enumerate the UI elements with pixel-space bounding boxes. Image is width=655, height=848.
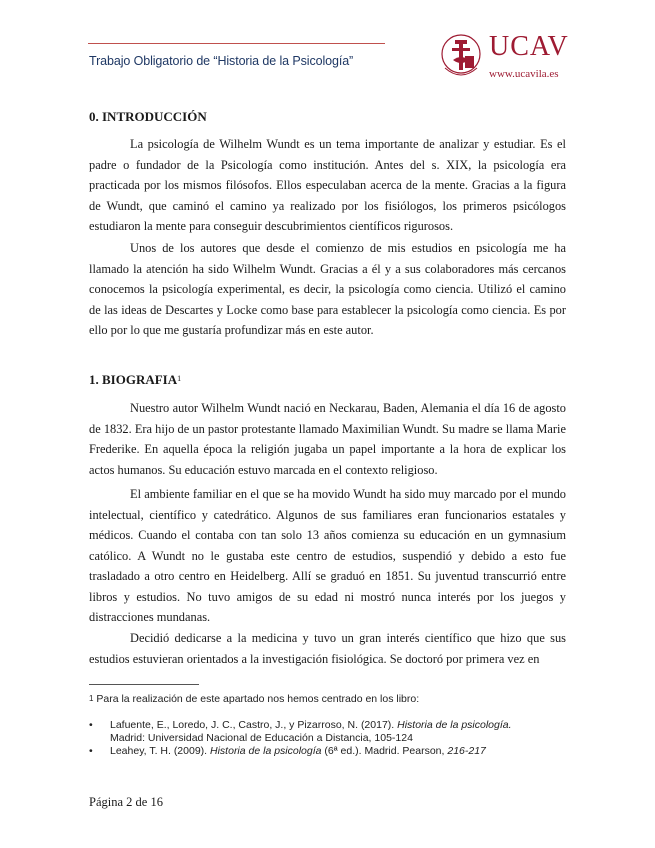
- biography-heading: [89, 371, 181, 389]
- university-seal-icon: [441, 30, 485, 82]
- ref1-authors: Lafuente, E., Loredo, J. C., Castro, J., y Pizarroso, N. (2017).: [110, 719, 398, 731]
- footnote-reference-1: [110, 719, 570, 745]
- page-number: Página 2 de 16: [89, 795, 163, 809]
- footnote-reference-mark: 1: [177, 374, 182, 383]
- document-header-title: Trabajo Obligatorio de “Historia de la Psicología”: [89, 54, 354, 68]
- logo-wordmark: UCAV: [489, 31, 569, 62]
- intro-paragraph-2: Unos de los autores que desde el comienzo de mis estudios en psicología me ha llamado la atención ha sido Wilhelm Wundt. Gracias a él y a sus colaboradores más cercanos conocemos la psicología experimental, es decir, la psicología como ciencia. Utilizó el camino de las ideas de Descartes y Locke como base para establecer la psicología como ciencia. Es por ello por lo que me gustaría profundizar más en este autor.: [89, 241, 566, 337]
- footnote-reference-2: [110, 745, 570, 758]
- ref2-authors: Leahey, T. H. (2009).: [110, 745, 211, 757]
- intro-paragraph-1: La psicología de Wilhelm Wundt es un tema importante de analizar y estudiar. Es el padre o fundador de la Psicología como institución. Antes del s. XIX, la psicología era practicada por los mismos filósofos. Ellos especulaban acerca de la mente. Gracias a la figura de Wundt, que caminó el camino ya realizado por los fisiólogos, los primeros psicólogos estudiaron la mente para conseguir descubrimientos científicos rigurosos.: [89, 137, 566, 233]
- header-divider: [88, 43, 385, 44]
- ref1-publisher: Madrid: Universidad Nacional de Educación a Distancia, 105-124: [110, 732, 413, 744]
- footnote-intro: Para la realización de este apartado nos hemos centrado en los libro:: [96, 693, 420, 705]
- footnote-text: [89, 693, 419, 706]
- biography-paragraph-3: Decidió dedicarse a la medicina y tuvo un gran interés científico que hizo que sus estudios estuvieran orientados a la investigación fisiológica. Se doctoró por primera vez en: [89, 631, 566, 666]
- ref2-pages: 216-217: [447, 745, 486, 757]
- biography-heading-text: 1. BIOGRAFIA: [89, 372, 178, 387]
- footnote-number: 1: [89, 694, 94, 703]
- ref1-title: Historia de la psicología.: [397, 719, 512, 731]
- footnote-bullet: •: [89, 719, 93, 731]
- biography-paragraph-1: Nuestro autor Wilhelm Wundt nació en Neckarau, Baden, Alemania el día 16 de agosto de 1832. Era hijo de un pastor protestante llamado Maximilian Wundt. Su madre se llama Marie Frederike. En aquella época la religión jugaba un papel importante a la hora de explicar los actos humanos. Su educación estuvo marcada en el contexto religioso.: [89, 401, 566, 477]
- ucav-logo: [441, 30, 581, 86]
- biography-paragraph-2: El ambiente familiar en el que se ha movido Wundt ha sido muy marcado por el mundo intelectual, científico y catedrático. Algunos de sus familiares eran funcionarios estatales y médicos. Cuando el contaba con tan solo 13 años comienza su educación en un gymnasium católico. A Wundt no le gustaba este centro de estudios, suspendió y debido a esto fue trasladado a otro centro en Heidelberg. Allí se graduó en 1851. Su juventud transcurrió entre libros y estudios. No tuvo amigos de su edad ni mostró nunca interés por los juegos y distracciones mundanas.: [89, 487, 566, 624]
- intro-heading: 0. INTRODUCCIÓN: [89, 109, 207, 124]
- footnote-bullet: •: [89, 745, 93, 757]
- footnote-divider: [89, 684, 199, 685]
- ref2-edition: (6ª ed.). Madrid. Pearson,: [321, 745, 448, 757]
- ref2-title: Historia de la psicología: [210, 745, 322, 757]
- logo-url: www.ucavila.es: [489, 68, 559, 80]
